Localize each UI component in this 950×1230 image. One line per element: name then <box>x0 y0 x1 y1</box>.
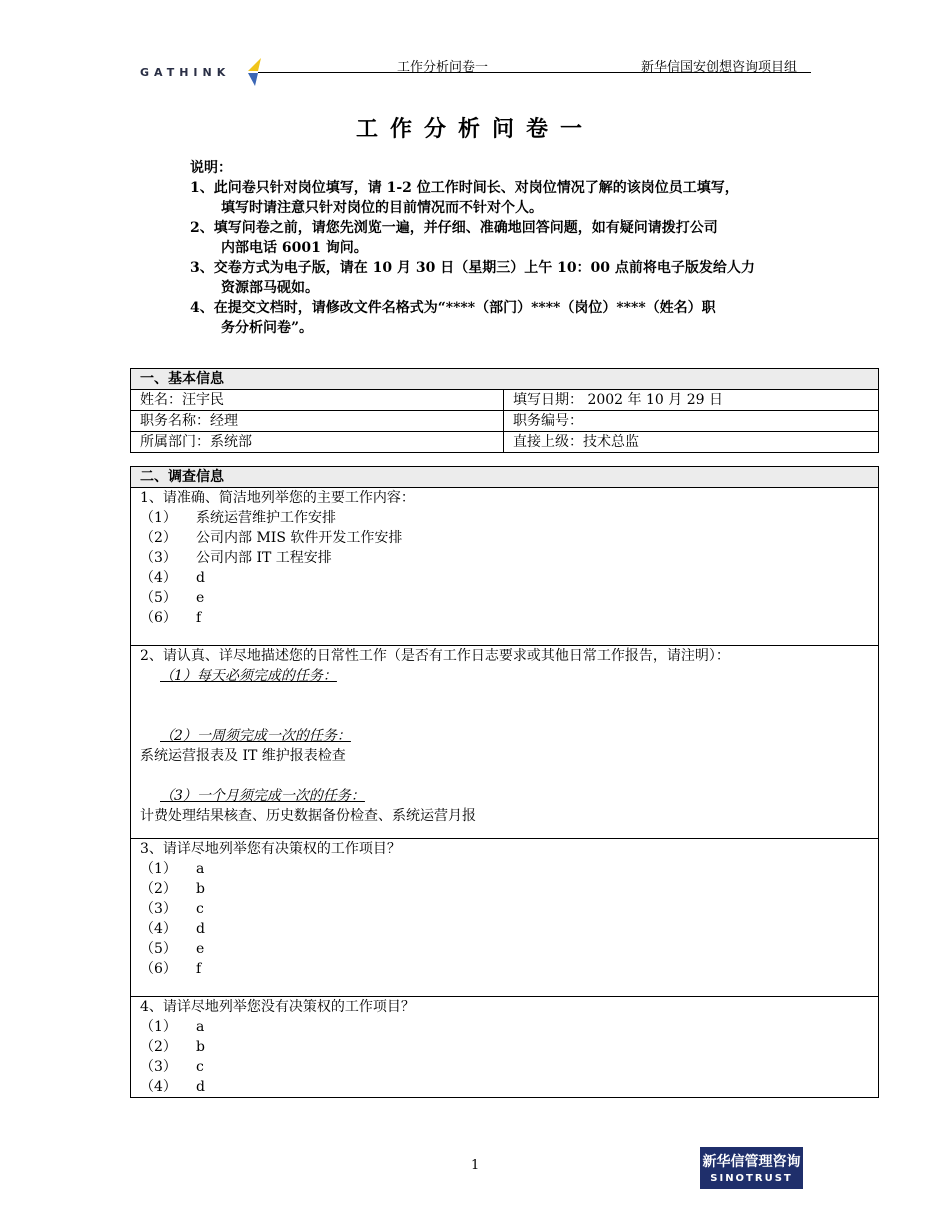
item-number: （3） <box>140 1059 177 1075</box>
page-title: 工作分析问卷一 <box>355 116 594 142</box>
daily-tasks-heading: （1）每天必须完成的任务： <box>160 668 337 684</box>
name-field: 姓名：汪宇民 <box>131 390 504 411</box>
list-item <box>140 899 878 919</box>
item-text: d <box>196 570 205 586</box>
list-item <box>140 959 878 979</box>
instruction-4-cont: 务分析问卷”。 <box>221 320 314 336</box>
instruction-2-cont: 内部电话 6001 询问。 <box>221 240 368 256</box>
q2-cell <box>131 646 879 839</box>
item-text: f <box>196 610 202 626</box>
job-title-field: 职务名称：经理 <box>131 411 504 432</box>
q3-cell <box>131 839 879 997</box>
basic-info-heading: 一、基本信息 <box>131 369 879 390</box>
instruction-1-cont: 填写时请注意只针对岗位的目前情况而不针对个人。 <box>221 200 543 216</box>
q4-question: 4、请详尽地列举您没有决策权的工作项目？ <box>140 999 415 1015</box>
item-number: （6） <box>140 610 177 626</box>
item-number: （5） <box>140 941 177 957</box>
item-number: （2） <box>140 881 177 897</box>
spacer <box>140 686 878 706</box>
item-text: a <box>196 1019 205 1035</box>
instruction-3: 3、交卷方式为电子版，请在 10 月 30 日（星期三）上午 10：00 点前将电子版发给人力 <box>190 260 755 276</box>
list-item <box>140 1037 878 1057</box>
sinotrust-logo <box>700 1147 803 1189</box>
q2-question: 2、请认真、详尽地描述您的日常性工作（是否有工作日志要求或其他日常工作报告，请注明）： <box>140 648 730 664</box>
item-text: b <box>196 881 205 897</box>
item-number: （2） <box>140 530 177 546</box>
list-item <box>140 1017 878 1037</box>
list-item <box>140 528 878 548</box>
instruction-1: 1、此问卷只针对岗位填写，请 1-2 位工作时间长、对岗位情况了解的该岗位员工填写， <box>190 180 739 196</box>
item-number: （4） <box>140 570 177 586</box>
list-item <box>140 1077 878 1097</box>
item-number: （5） <box>140 590 177 606</box>
list-item <box>140 939 878 959</box>
item-text: e <box>196 590 205 606</box>
item-number: （6） <box>140 961 177 977</box>
weekly-tasks-text: 系统运营报表及 IT 维护报表检查 <box>140 748 346 764</box>
item-number: （1） <box>140 861 177 877</box>
item-text: b <box>196 1039 205 1055</box>
spacer <box>140 766 878 786</box>
q1-question: 1、请准确、简洁地列举您的主要工作内容： <box>140 490 415 506</box>
gathink-logo <box>140 58 265 86</box>
list-item <box>140 1057 878 1077</box>
item-text: 系统运营维护工作安排 <box>196 510 336 526</box>
item-text: f <box>196 961 202 977</box>
item-number: （4） <box>140 921 177 937</box>
weekly-tasks-heading: （2）一周须完成一次的任务： <box>160 728 351 744</box>
page-number: 1 <box>471 1158 480 1173</box>
item-text: a <box>196 861 205 877</box>
spacer <box>140 706 878 726</box>
list-item <box>140 608 878 628</box>
q1-cell <box>131 488 879 646</box>
survey-table <box>130 466 879 1098</box>
monthly-tasks-text: 计费处理结果核查、历史数据备份检查、系统运营月报 <box>140 808 476 824</box>
basic-info-table <box>130 368 879 453</box>
item-text: d <box>196 921 205 937</box>
list-item <box>140 588 878 608</box>
gathink-logo-text: GATHINK <box>140 66 231 79</box>
instructions <box>190 158 820 338</box>
job-number-field: 职务编号： <box>504 411 879 432</box>
supervisor-field: 直接上级：技术总监 <box>504 432 879 453</box>
survey-heading: 二、调查信息 <box>131 467 879 488</box>
instruction-3-cont: 资源部马砚如。 <box>221 280 319 296</box>
department-field: 所属部门：系统部 <box>131 432 504 453</box>
sinotrust-logo-en: SINOTRUST <box>710 1173 793 1184</box>
monthly-tasks-heading: （3）一个月须完成一次的任务： <box>160 788 365 804</box>
date-field: 填写日期： 2002 年 10 月 29 日 <box>504 390 879 411</box>
item-text: c <box>196 901 204 917</box>
header-org-name: 新华信国安创想咨询项目组 <box>641 60 798 75</box>
list-item <box>140 568 878 588</box>
list-item <box>140 919 878 939</box>
item-number: （3） <box>140 550 177 566</box>
instructions-label: 说明： <box>190 160 232 176</box>
instruction-2: 2、填写问卷之前，请您先浏览一遍，并仔细、准确地回答问题，如有疑问请拨打公司 <box>190 220 718 236</box>
sinotrust-logo-cn: 新华信管理咨询 <box>702 1154 801 1170</box>
q4-cell <box>131 997 879 1098</box>
list-item <box>140 859 878 879</box>
item-text: c <box>196 1059 204 1075</box>
item-text: 公司内部 MIS 软件开发工作安排 <box>196 530 403 546</box>
item-number: （4） <box>140 1079 177 1095</box>
item-number: （1） <box>140 510 177 526</box>
item-text: e <box>196 941 205 957</box>
list-item <box>140 548 878 568</box>
item-number: （3） <box>140 901 177 917</box>
item-number: （2） <box>140 1039 177 1055</box>
list-item <box>140 879 878 899</box>
instruction-4: 4、在提交文档时，请修改文件名格式为“****（部门）****（岗位）****（姓名）职 <box>190 300 716 316</box>
list-item <box>140 508 878 528</box>
item-text: 公司内部 IT 工程安排 <box>196 550 332 566</box>
item-number: （1） <box>140 1019 177 1035</box>
item-text: d <box>196 1079 205 1095</box>
header-doc-title: 工作分析问卷一 <box>397 60 489 75</box>
q3-question: 3、请详尽地列举您有决策权的工作项目？ <box>140 841 401 857</box>
